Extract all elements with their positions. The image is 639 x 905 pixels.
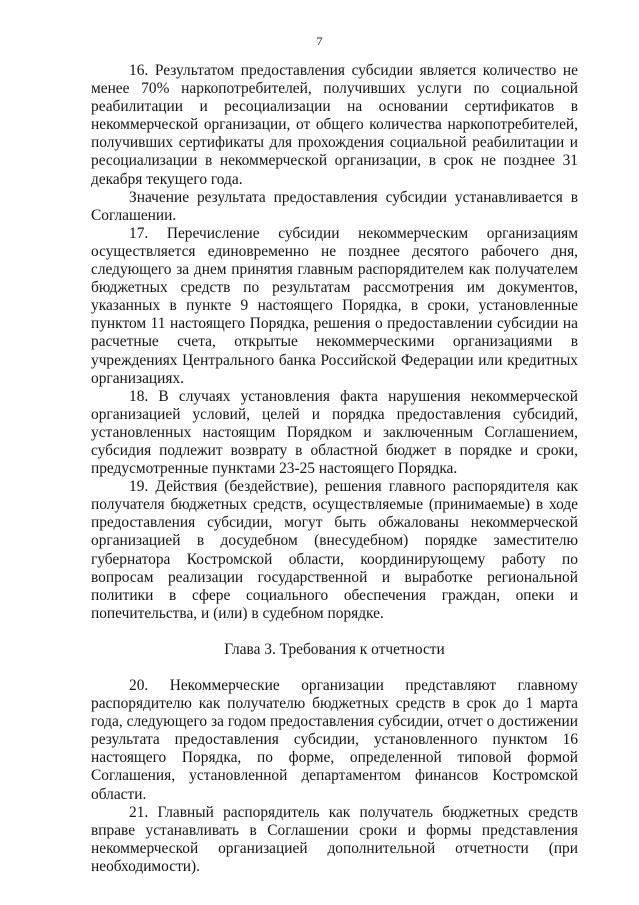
page-number: 7 bbox=[316, 34, 323, 48]
paragraph-17: 17. Перечисление субсидии некоммерческим организациям осуществляется единовременно не позднее десятого рабочего дня, следующего за днем принятия главным распорядителем как получателем бюджетных средств по результатам рассмотрения им документов, указанных в пункте 9 настоящего Порядка, в сроки, установленные пунктом 11 настоящего Порядка, решения о предоставлении субсидии на расчетные счета, открытые некоммерческими организациями в учреждениях Центрального банка Российской Федерации или кредитных организациях. bbox=[91, 224, 578, 387]
paragraph-18: 18. В случаях установления факта нарушения некоммерческой организацией условий, целей и порядка предоставления субсидий, установленных настоящим Порядком и заключенным Соглашением, субсидия подлежит возврату в областной бюджет в порядке и сроки, предусмотренные пунктами 23-25 настоящего Порядка. bbox=[91, 387, 578, 478]
document-body bbox=[91, 62, 578, 876]
paragraph-20: 20. Некоммерческие организации представляют главному распорядителю как получателю бюджетных средств в срок до 1 марта года, следующего за годом предоставления субсидии, отчет о достижении результата предоставления субсидии, установленного пунктом 16 настоящего Порядка, по форме, определенной типовой формой Соглашения, установленной департаментом финансов Костромской области. bbox=[91, 677, 578, 803]
paragraph-16-value: Значение результата предоставления субсидии устанавливается в Соглашении. bbox=[91, 188, 578, 224]
paragraph-16-result: 16. Результатом предоставления субсидии является количество не менее 70% наркопотребителей, получивших услуги по социальной реабилитации и ресоциализации на основании сертификатов в некоммерческой организации, от общего количества наркопотребителей, получивших сертификаты для прохождения социальной реабилитации и ресоциализации в некоммерческой организации, в срок не позднее 31 декабря текущего года. bbox=[91, 62, 578, 188]
paragraph-19: 19. Действия (бездействие), решения главного распорядителя как получателя бюджетных средств, осуществляемые (принимаемые) в ходе предоставления субсидии, могут быть обжалованы некоммерческой организацией в досудебном (внесудебном) порядке заместителю губернатора Костромской области, координирующему работу по вопросам реализации государственной и выработке региональной политики в сфере социального обеспечения граждан, опеки и попечительства, и (или) в судебном порядке. bbox=[91, 478, 578, 622]
paragraph-21: 21. Главный распорядитель как получатель бюджетных средств вправе устанавливать в Соглашении сроки и формы представления некоммерческой организацией дополнительной отчетности (при необходимости). bbox=[91, 803, 578, 875]
chapter-3-heading: Глава 3. Требования к отчетности bbox=[224, 640, 445, 658]
